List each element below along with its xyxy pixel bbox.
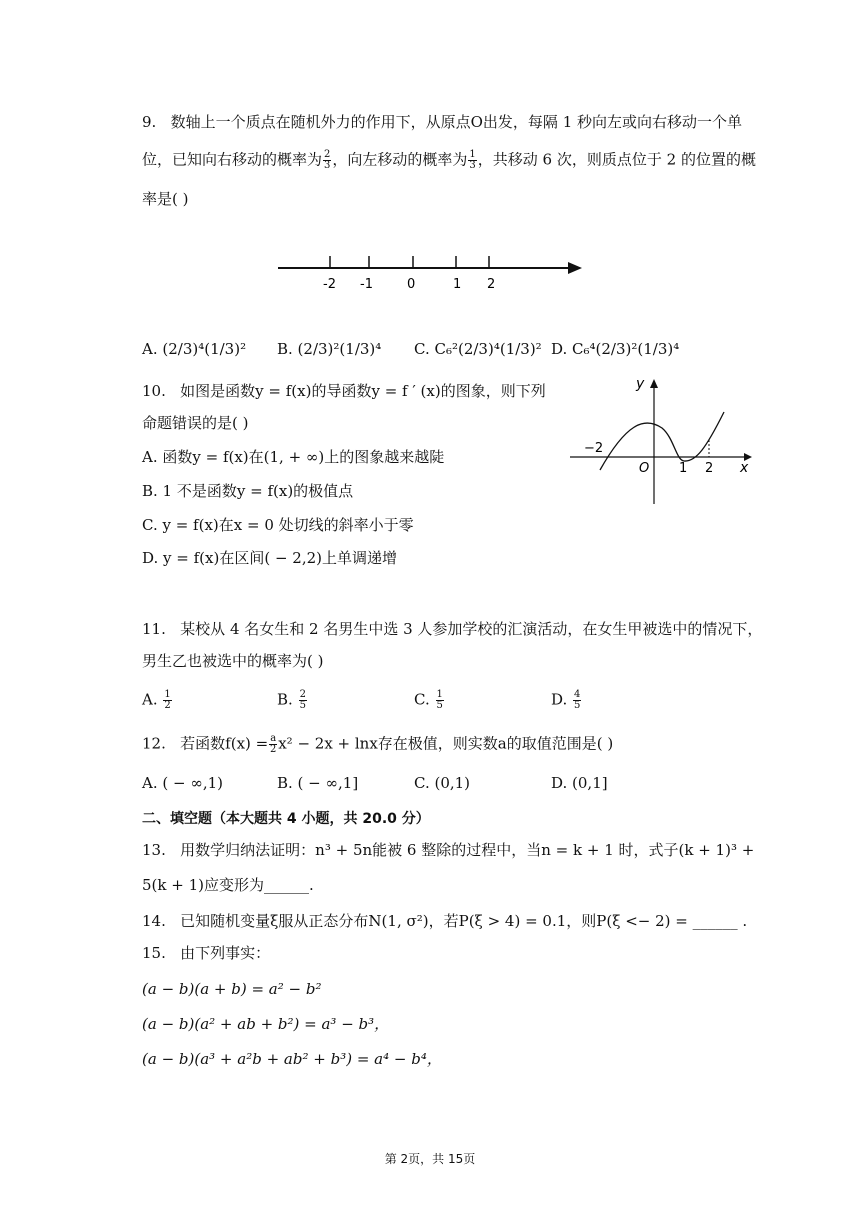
q13-line2: 5(k + 1)应变形为______. bbox=[142, 876, 314, 894]
q12-option-d[interactable]: D. (0,1] bbox=[551, 774, 608, 792]
q15-eq3: (a − b)(a³ + a²b + ab² + b³) = a⁴ − b⁴， bbox=[142, 1050, 442, 1068]
q9-option-b[interactable]: B. (2/3)²(1/3)⁴ bbox=[277, 340, 382, 358]
axis-label: 0 bbox=[407, 277, 416, 292]
q11-number: 11. bbox=[142, 620, 166, 638]
q10-number: 10. bbox=[142, 382, 166, 400]
y-axis-label: y bbox=[636, 376, 645, 392]
q10-text-1: 如图是函数y = f(x)的导函数y = f ′ (x)的图象，则下列 bbox=[180, 382, 546, 400]
q11-option-c[interactable]: C. $\frac{1}{5}$ bbox=[414, 689, 443, 711]
q14-text-1: 已知随机变量ξ服从正态分布N(1, σ²)，若P(ξ > 4) = 0.1，则P(ξ <− 2) = ______ . bbox=[180, 912, 748, 930]
q12-option-b[interactable]: B. ( − ∞,1] bbox=[277, 774, 359, 792]
q11-line2: 男生乙也被选中的概率为( ) bbox=[142, 652, 324, 670]
q12-text-post: x² − 2x + lnx存在极值，则实数a的取值范围是( ) bbox=[278, 734, 614, 753]
q10-line1 bbox=[142, 382, 546, 400]
q12-text-pre: 若函数f(x) = bbox=[180, 734, 269, 753]
one-label: 1 bbox=[679, 461, 688, 476]
q15-number: 15. bbox=[142, 944, 166, 962]
q12-number: 12. bbox=[142, 734, 166, 753]
q14-number: 14. bbox=[142, 912, 166, 930]
q9-line3: 率是( ) bbox=[142, 190, 189, 208]
x-axis-label: x bbox=[740, 460, 749, 476]
q11-text-1: 某校从 4 名女生和 2 名男生中选 3 人参加学校的汇演活动，在女生甲被选中的情况下， bbox=[180, 620, 763, 638]
q9-line2 bbox=[142, 150, 756, 171]
q12-option-c[interactable]: C. (0,1) bbox=[414, 774, 471, 792]
axis-label: 2 bbox=[487, 277, 496, 292]
q10-option-d[interactable]: D. y = f(x)在区间( − 2,2)上单调递增 bbox=[142, 549, 397, 567]
q10-line2: 命题错误的是( ) bbox=[142, 414, 249, 432]
q9-frac-left: $\frac{1}{3}$ bbox=[469, 149, 476, 171]
q15-eq1: (a − b)(a + b) = a² − b² bbox=[142, 980, 322, 998]
q15-line1 bbox=[142, 944, 270, 962]
number-line-figure bbox=[276, 250, 586, 294]
q10-option-b[interactable]: B. 1 不是函数y = f(x)的极值点 bbox=[142, 482, 354, 500]
q13-text-1: 用数学归纳法证明：n³ + 5n能被 6 整除的过程中，当n = k + 1 时，式子(k + 1)³ + bbox=[180, 841, 755, 859]
page-footer: 第 2页，共 15页 bbox=[384, 1152, 476, 1166]
q11-option-b[interactable]: B. $\frac{2}{5}$ bbox=[277, 689, 306, 711]
q9-line1 bbox=[142, 113, 742, 131]
q11-option-a[interactable]: A. $\frac{1}{2}$ bbox=[142, 689, 171, 711]
q9-number: 9. bbox=[142, 113, 157, 131]
axis-label: -1 bbox=[360, 277, 373, 292]
derivative-graph-figure bbox=[566, 374, 756, 506]
q10-option-a[interactable]: A. 函数y = f(x)在(1, + ∞)上的图象越来越陡 bbox=[142, 448, 445, 466]
q9-option-c[interactable]: C. C₆²(2/3)⁴(1/3)² bbox=[414, 340, 542, 358]
origin-label: O bbox=[639, 461, 650, 476]
q9-option-a[interactable]: A. (2/3)⁴(1/3)² bbox=[142, 340, 247, 358]
q11-option-d[interactable]: D. $\frac{4}{5}$ bbox=[551, 689, 581, 711]
q15-eq2: (a − b)(a² + ab + b²) = a³ − b³， bbox=[142, 1015, 390, 1033]
q9-text-2c: ，共移动 6 次，则质点位于 2 的位置的概 bbox=[477, 150, 756, 169]
section-heading: 二、填空题（本大题共 4 小题，共 20.0 分） bbox=[142, 811, 430, 827]
neg2-label: −2 bbox=[584, 441, 604, 456]
q9-text-1: 数轴上一个质点在随机外力的作用下，从原点O出发，每隔 1 秒向左或向右移动一个单 bbox=[170, 113, 743, 131]
two-label: 2 bbox=[705, 461, 714, 476]
q10-option-c[interactable]: C. y = f(x)在x = 0 处切线的斜率小于零 bbox=[142, 516, 414, 534]
axis-label: 1 bbox=[453, 277, 462, 292]
q12-option-a[interactable]: A. ( − ∞,1) bbox=[142, 774, 223, 792]
axis-label: -2 bbox=[323, 277, 336, 292]
q11-line1 bbox=[142, 620, 762, 638]
q9-text-2b: ，向左移动的概率为 bbox=[332, 150, 468, 169]
q9-frac-right: $\frac{2}{3}$ bbox=[324, 149, 331, 171]
q9-option-d[interactable]: D. C₆⁴(2/3)²(1/3)⁴ bbox=[551, 340, 680, 358]
q13-line1 bbox=[142, 841, 754, 859]
q13-number: 13. bbox=[142, 841, 166, 859]
q12-line1 bbox=[142, 734, 613, 755]
q14-line1 bbox=[142, 912, 747, 930]
q12-frac: $\frac{a}{2}$ bbox=[270, 733, 277, 755]
q15-text-1: 由下列事实： bbox=[180, 944, 271, 962]
q9-text-2a: 位，已知向右移动的概率为 bbox=[142, 150, 323, 169]
